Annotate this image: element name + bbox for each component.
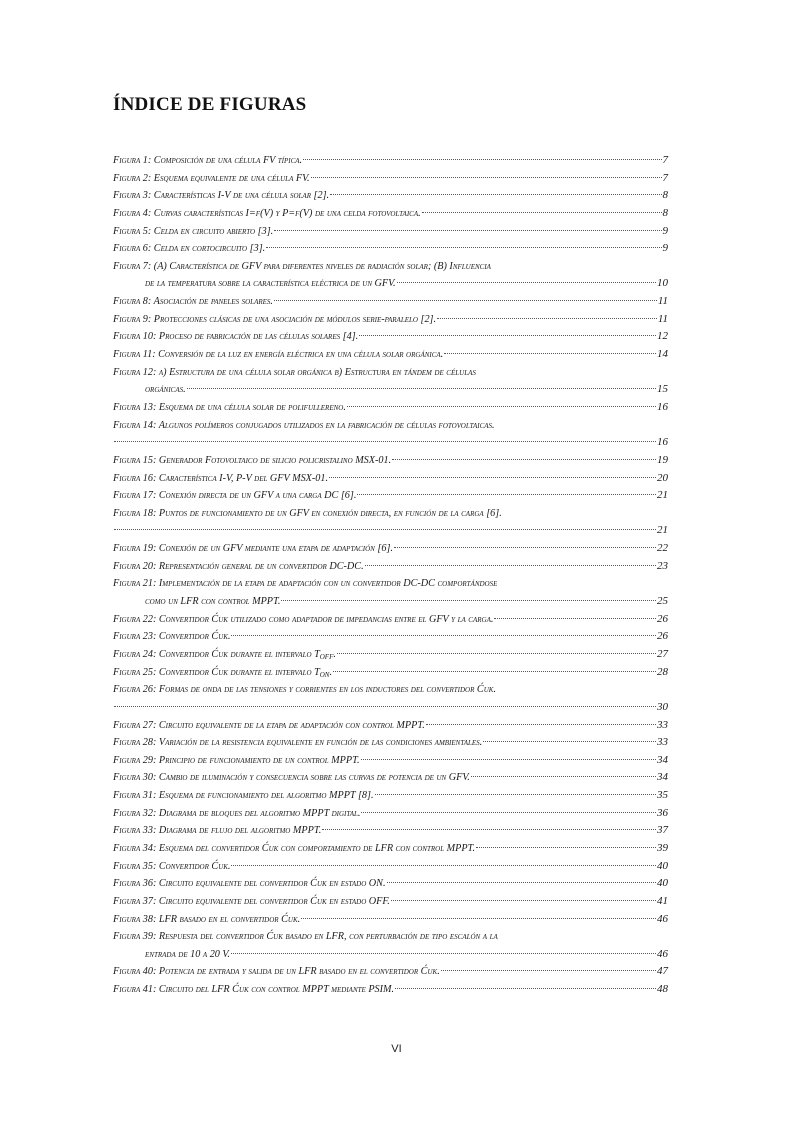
toc-entry[interactable] (113, 558, 668, 576)
toc-entry-text: Figura 17: Conexión directa de un GFV a una carga DC [6]. (113, 490, 357, 502)
toc-entry-text: Figura 3: Características I-V de una célula solar [2]. (113, 190, 330, 202)
dot-leader (476, 847, 656, 848)
toc-entry-continuation (113, 275, 668, 293)
toc-page-number: 22 (657, 542, 668, 555)
toc-entry-line (113, 928, 668, 946)
dot-leader (395, 988, 656, 989)
dot-leader (357, 494, 656, 495)
dot-leader (422, 212, 662, 213)
toc-page-number: 25 (657, 595, 668, 608)
toc-entry[interactable] (113, 734, 668, 752)
toc-entry[interactable] (113, 258, 668, 293)
toc-entry[interactable] (113, 505, 668, 540)
toc-entry-text: Figura 22: Convertidor Ćuk utilizado como adaptador de impedancias entre el GFV y la carga. (113, 613, 494, 625)
dot-leader (281, 600, 656, 601)
toc-page-number: 33 (657, 736, 668, 749)
toc-entry-text: Figura 19: Conexión de un GFV mediante una etapa de adaptación [6]. (113, 543, 393, 555)
dot-leader (359, 335, 656, 336)
dot-leader (391, 900, 656, 901)
toc-entry-line (113, 875, 668, 893)
toc-entry-text: Figura 6: Celda en cortocircuito [3]. (113, 243, 266, 255)
dot-leader (329, 477, 656, 478)
toc-page-number: 16 (657, 400, 668, 413)
toc-page-number: 40 (657, 877, 668, 890)
toc-entry-line (113, 681, 668, 699)
toc-entry-line (113, 328, 668, 346)
toc-entry-text: como un LFR con control MPPT. (145, 596, 281, 608)
toc-entry-text: Figura 31: Esquema de funcionamiento del algoritmo MPPT [8]. (113, 790, 374, 802)
dot-leader (361, 812, 656, 813)
toc-entry-line (113, 470, 668, 488)
subscript: OFF (319, 652, 334, 661)
toc-entry-line (113, 717, 668, 735)
toc-entry-text: Figura 20: Representación general de un convertidor DC-DC. (113, 560, 364, 572)
toc-entry-line (113, 893, 668, 911)
toc-page-number: 7 (662, 171, 668, 184)
toc-entry[interactable] (113, 628, 668, 646)
toc-entry-text: Figura 37: Circuito equivalente del convertidor Ćuk en estado OFF. (113, 895, 390, 907)
toc-entry[interactable] (113, 187, 668, 205)
toc-entry-text: Figura 36: Circuito equivalente del convertidor Ćuk en estado ON. (113, 878, 386, 890)
toc-entry-line (113, 152, 668, 170)
toc-entry-line (113, 452, 668, 470)
dot-leader (444, 353, 656, 354)
toc-page-number: 8 (662, 189, 668, 202)
toc-entry-text: entrada de 10 a 20 V. (145, 948, 230, 960)
toc-entry-text: Figura 38: LFR basado en el convertidor Ćuk. (113, 913, 301, 925)
toc-entry[interactable] (113, 293, 668, 311)
toc-entry-line (113, 911, 668, 929)
toc-page-number: 46 (657, 947, 668, 960)
toc-page-number: 21 (657, 524, 668, 537)
toc-entry-continuation (113, 946, 668, 964)
toc-entry-text: Figura 41: Circuito del LFR Ćuk con control MPPT mediante PSIM. (113, 984, 395, 996)
toc-entry[interactable] (113, 928, 668, 963)
dot-leader (494, 618, 656, 619)
toc-entry[interactable] (113, 364, 668, 399)
toc-entry-continuation (113, 593, 668, 611)
toc-entry-continuation (113, 434, 668, 452)
dot-leader (330, 194, 661, 195)
toc-page-number: 33 (657, 718, 668, 731)
toc-page-number: 12 (657, 330, 668, 343)
dot-leader (274, 300, 657, 301)
dot-leader (337, 653, 656, 654)
toc-entry[interactable] (113, 822, 668, 840)
toc-entry-line (113, 223, 668, 241)
toc-entry-continuation (113, 522, 668, 540)
toc-page-number: 15 (657, 383, 668, 396)
toc-entry-text: Figura 28: Variación de la resistencia equivalente en función de las condiciones ambientales. (113, 737, 483, 749)
toc-entry-line (113, 734, 668, 752)
toc-entry-line (113, 258, 668, 276)
toc-entry-text: Figura 11: Conversión de la luz en energía eléctrica en una célula solar orgánica. (113, 349, 444, 361)
toc-entry[interactable] (113, 170, 668, 188)
dot-leader (114, 441, 656, 442)
dot-leader (365, 565, 656, 566)
toc-entry-line (113, 611, 668, 629)
dot-leader (274, 230, 661, 231)
toc-entry-line (113, 505, 668, 523)
dot-leader (333, 671, 656, 672)
toc-page-number: 9 (662, 224, 668, 237)
toc-entry-text: Figura 35: Convertidor Ćuk. (113, 860, 231, 872)
toc-entry-line (113, 346, 668, 364)
toc-page-number: 23 (657, 559, 668, 572)
toc-page-number: 9 (662, 242, 668, 255)
toc-entry-text: Figura 9: Protecciones clásicas de una asociación de módulos serie-paralelo [2]. (113, 313, 437, 325)
toc-entry[interactable] (113, 417, 668, 452)
toc-page-number: 27 (657, 647, 668, 660)
toc-entry-text: de la temperatura sobre la característica eléctrica de un GFV. (145, 278, 396, 290)
toc-entry-line (113, 840, 668, 858)
dot-leader (187, 388, 656, 389)
toc-entry[interactable] (113, 399, 668, 417)
toc-entry-text: Figura 13: Esquema de una célula solar de polifullereno. (113, 401, 346, 413)
toc-entry-text: Figura 14: Algunos polímeros conjugados utilizados en la fabricación de células fotovoltaicas. (113, 419, 495, 431)
toc-entry[interactable] (113, 205, 668, 223)
dot-leader (311, 177, 662, 178)
toc-entry-text: Figura 32: Diagrama de bloques del algoritmo MPPT digital. (113, 807, 361, 819)
toc-page-number: 30 (657, 700, 668, 713)
dot-leader (483, 741, 656, 742)
toc-entry-line (113, 628, 668, 646)
toc-entry[interactable] (113, 769, 668, 787)
dot-leader (114, 706, 656, 707)
dot-leader (301, 918, 656, 919)
subscript: ON (319, 670, 330, 679)
toc-entry-text: Figura 12: a) Estructura de una célula solar orgánica b) Estructura en tándem de células (113, 366, 476, 378)
toc-entry-text: Figura 30: Cambio de iluminación y consecuencia sobre las curvas de potencia de un GFV. (113, 772, 470, 784)
dot-leader (375, 794, 656, 795)
toc-entry[interactable] (113, 752, 668, 770)
toc-page-number: 21 (657, 489, 668, 502)
toc-entry-line (113, 575, 668, 593)
toc-page-number: 36 (657, 806, 668, 819)
toc-entry-line (113, 487, 668, 505)
toc-entry-line (113, 540, 668, 558)
toc-entry-line (113, 364, 668, 382)
toc-entry[interactable] (113, 311, 668, 329)
toc-entry[interactable] (113, 223, 668, 241)
toc-entry-line (113, 769, 668, 787)
toc-page-number: 14 (657, 348, 668, 361)
toc-entry-line (113, 752, 668, 770)
toc-entry[interactable] (113, 840, 668, 858)
toc-entry-text: Figura 21: Implementación de la etapa de adaptación con un convertidor DC-DC comportándose (113, 578, 498, 590)
dot-leader (426, 724, 656, 725)
toc-entry-continuation (113, 381, 668, 399)
toc-page-number: 39 (657, 841, 668, 854)
toc-page-number: 34 (657, 771, 668, 784)
toc-entry[interactable] (113, 575, 668, 610)
toc-page-number: 7 (662, 154, 668, 166)
toc-entry-text: Figura 10: Proceso de fabricación de las células solares [4]. (113, 331, 359, 343)
toc-entry-continuation (113, 699, 668, 717)
dot-leader (437, 318, 657, 319)
toc-entry-text: Figura 33: Diagrama de flujo del algoritmo MPPT. (113, 825, 322, 837)
toc-entry[interactable] (113, 963, 668, 981)
dot-leader (114, 529, 656, 530)
toc-entry-text: Figura 8: Asociación de paneles solares. (113, 296, 273, 308)
toc-entry[interactable] (113, 858, 668, 876)
dot-leader (231, 953, 656, 954)
page-number: VI (391, 1043, 402, 1055)
toc-entry-line (113, 963, 668, 981)
dot-leader (441, 970, 656, 971)
dot-leader (303, 159, 661, 160)
toc-entry-line (113, 240, 668, 258)
toc-page-number: 47 (657, 965, 668, 978)
toc-page-number: 11 (657, 295, 668, 308)
toc-entry-text: Figura 34: Esquema del convertidor Ćuk con comportamiento de LFR con control MPPT. (113, 842, 476, 854)
toc-entry-text: Figura 29: Principio de funcionamiento de un control MPPT. (113, 754, 360, 766)
toc-entry-line (113, 205, 668, 223)
toc-entry[interactable] (113, 664, 668, 682)
toc-entry-text: Figura 15: Generador Fotovoltaico de silicio policristalino MSX-01. (113, 454, 392, 466)
toc-entry[interactable] (113, 681, 668, 716)
toc-entry-text: Figura 40: Potencia de entrada y salida de un LFR basado en el convertidor Ćuk. (113, 966, 440, 978)
toc-page-number: 26 (657, 630, 668, 643)
figure-index-list (113, 152, 668, 999)
dot-leader (394, 547, 656, 548)
toc-entry-line (113, 417, 668, 435)
toc-entry-text: Figura 18: Puntos de funcionamiento de un GFV en conexión directa, en función de la carga [6]. (113, 507, 502, 519)
toc-entry-text: Figura 39: Respuesta del convertidor Ćuk basado en LFR, con perturbación de tipo escalón a la (113, 931, 498, 943)
toc-entry-line (113, 822, 668, 840)
toc-entry-line (113, 858, 668, 876)
toc-page-number: 20 (657, 471, 668, 484)
toc-entry[interactable] (113, 611, 668, 629)
toc-entry-line (113, 981, 668, 999)
toc-entry[interactable] (113, 452, 668, 470)
toc-entry[interactable] (113, 328, 668, 346)
toc-entry[interactable] (113, 487, 668, 505)
toc-page-number: 46 (657, 912, 668, 925)
toc-page-number: 41 (657, 894, 668, 907)
toc-entry-text: Figura 16: Característica I-V, P-V del GFV MSX-01. (113, 472, 329, 484)
dot-leader (361, 759, 656, 760)
dot-leader (392, 459, 656, 460)
toc-page-number: 48 (657, 983, 668, 996)
toc-entry-line (113, 787, 668, 805)
dot-leader (231, 635, 656, 636)
toc-entry-line (113, 664, 668, 682)
toc-entry-line (113, 293, 668, 311)
toc-entry-line (113, 170, 668, 188)
toc-page-number: 40 (657, 859, 668, 872)
dot-leader (471, 776, 656, 777)
toc-entry-text: Figura 2: Esquema equivalente de una célula FV. (113, 172, 310, 184)
toc-entry-text: Figura 27: Circuito equivalente de la etapa de adaptación con control MPPT. (113, 719, 425, 731)
toc-entry[interactable] (113, 646, 668, 664)
toc-page-number: 10 (657, 277, 668, 290)
dot-leader (266, 247, 661, 248)
toc-entry-text: Figura 26: Formas de onda de las tensiones y corrientes en los inductores del convertidor Ćuk. (113, 684, 496, 696)
toc-entry[interactable] (113, 470, 668, 488)
toc-entry[interactable] (113, 981, 668, 999)
toc-entry[interactable] (113, 540, 668, 558)
toc-entry[interactable] (113, 911, 668, 929)
toc-entry[interactable] (113, 346, 668, 364)
toc-entry[interactable] (113, 787, 668, 805)
toc-page-number: 19 (657, 453, 668, 466)
dot-leader (397, 282, 656, 283)
toc-entry-text: orgánicas. (145, 384, 186, 396)
toc-entry-text: Figura 24: Convertidor Ćuk durante el intervalo $T_{OFF}$. (113, 648, 336, 661)
dot-leader (387, 882, 656, 883)
toc-entry[interactable] (113, 893, 668, 911)
toc-page-number: 35 (657, 789, 668, 802)
dot-leader (231, 865, 656, 866)
toc-entry-text: Figura 25: Convertidor Ćuk durante el intervalo $T_{ON}$. (113, 666, 333, 679)
toc-entry[interactable] (113, 805, 668, 823)
toc-entry-text: Figura 4: Curvas características I=f(V) y P=f(V) de una celda fotovoltaica. (113, 207, 421, 219)
toc-entry[interactable] (113, 152, 668, 170)
toc-entry-text: Figura 1: Composición de una célula FV típica. (113, 155, 303, 166)
toc-entry-text: Figura 5: Celda en circuito abierto [3]. (113, 225, 274, 237)
toc-page-number: 26 (657, 612, 668, 625)
toc-page-number: 28 (657, 665, 668, 678)
toc-entry-line (113, 311, 668, 329)
toc-entry[interactable] (113, 240, 668, 258)
toc-entry-line (113, 558, 668, 576)
dot-leader (322, 829, 656, 830)
toc-page-number: 8 (662, 206, 668, 219)
toc-entry[interactable] (113, 875, 668, 893)
toc-entry-line (113, 805, 668, 823)
toc-entry-line (113, 399, 668, 417)
toc-page-number: 11 (657, 312, 668, 325)
toc-entry-line (113, 646, 668, 664)
toc-page-number: 37 (657, 824, 668, 837)
dot-leader (347, 406, 656, 407)
toc-entry-text: Figura 23: Convertidor Ćuk. (113, 631, 231, 643)
toc-entry-text: Figura 7: (A) Característica de GFV para diferentes niveles de radiación solar; (B) Influencia (113, 260, 491, 272)
toc-page-number: 34 (657, 753, 668, 766)
toc-entry[interactable] (113, 717, 668, 735)
page-title: ÍNDICE DE FIGURAS (113, 94, 307, 115)
toc-entry-line (113, 187, 668, 205)
toc-page-number: 16 (657, 436, 668, 449)
